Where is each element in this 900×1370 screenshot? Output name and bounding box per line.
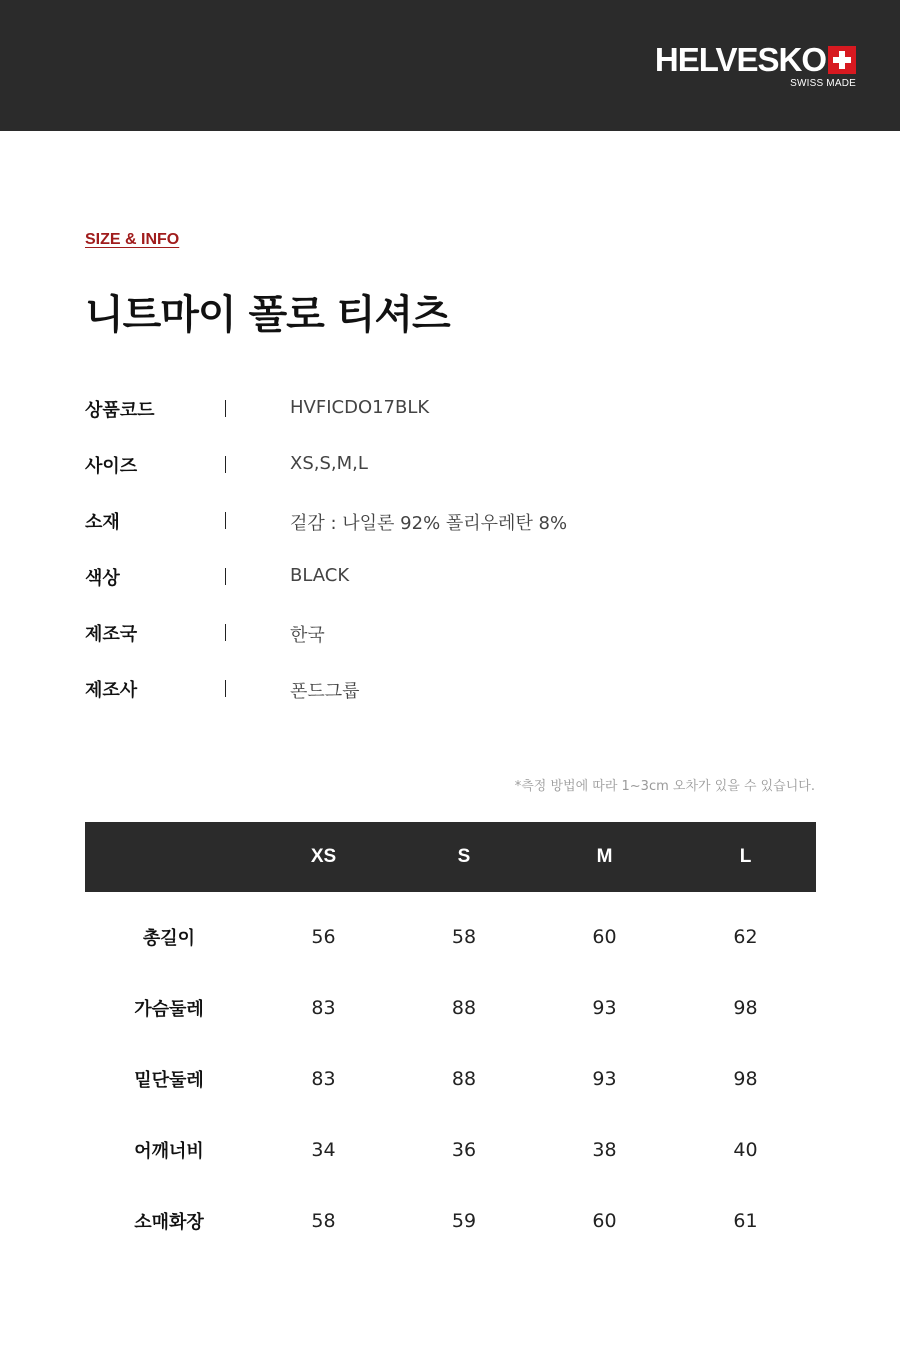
table-row [85,901,816,972]
table-row [85,972,816,1043]
table-cell: 60 [592,925,617,948]
table-cell: 61 [733,1209,758,1232]
info-value: 겉감 : 나일론 92% 폴리우레탄 8% [290,513,568,534]
info-label: 사이즈 [85,456,138,477]
info-divider [225,568,226,585]
info-label: 색상 [85,568,120,589]
info-row-color [85,562,815,618]
table-cell: 83 [311,1067,336,1090]
info-label: 제조국 [85,624,138,645]
info-divider [225,680,226,697]
table-cell: 36 [451,1138,477,1161]
swiss-cross-icon [828,46,856,74]
header-cell-s: S [457,846,471,867]
header-cell-xs: XS [310,846,337,867]
table-cell: 88 [451,1067,477,1090]
measurement-note: *측정 방법에 따라 1~3cm 오차가 있을 수 있습니다. [514,779,815,794]
table-row [85,1185,816,1256]
row-label: 총길이 [142,927,196,949]
row-label: 어깨너비 [134,1140,204,1162]
table-cell: 58 [311,1209,336,1232]
info-label: 제조사 [85,680,138,701]
brand-tagline: SWISS MADE [790,78,856,89]
info-row-maker [85,674,815,730]
info-divider [225,456,226,473]
brand-name: HELVESKO [654,41,826,78]
table-cell: 60 [592,1209,617,1232]
info-row-material [85,506,815,562]
size-table-header [85,822,816,892]
table-cell: 83 [311,996,336,1019]
size-table [85,822,816,1256]
info-value: XS,S,M,L [290,453,368,474]
section-label: SIZE & INFO [85,231,180,248]
product-title: 니트마이 폴로 티셔츠 [85,292,450,338]
info-value: 폰드그룹 [290,681,360,702]
row-label: 밑단둘레 [134,1069,204,1091]
table-cell: 34 [311,1138,336,1161]
info-divider [225,624,226,641]
info-value: HVFICDO17BLK [290,397,430,418]
info-label: 소재 [85,512,120,533]
header-cell-m: M [596,846,613,867]
brand-header [0,0,900,131]
brand-logo[interactable] [654,41,856,92]
info-value: 한국 [290,625,325,646]
header-cell-l: L [739,846,752,867]
table-cell: 62 [733,925,758,948]
table-row [85,1114,816,1185]
size-table-body [85,892,816,1256]
table-cell: 56 [311,925,336,948]
table-cell: 98 [733,996,758,1019]
info-divider [225,512,226,529]
table-cell: 98 [733,1067,758,1090]
table-row [85,1043,816,1114]
table-cell: 40 [733,1138,758,1161]
table-cell: 88 [451,996,477,1019]
info-label: 상품코드 [85,400,155,421]
info-row-code [85,394,815,450]
info-row-size [85,450,815,506]
table-cell: 59 [451,1209,477,1232]
table-cell: 93 [592,996,617,1019]
row-label: 소매화장 [134,1211,204,1233]
info-value: BLACK [290,565,350,586]
table-cell: 93 [592,1067,617,1090]
table-cell: 58 [451,925,477,948]
info-divider [225,400,226,417]
product-info-list [85,394,815,730]
info-row-origin [85,618,815,674]
row-label: 가슴둘레 [134,998,204,1020]
table-cell: 38 [592,1138,617,1161]
